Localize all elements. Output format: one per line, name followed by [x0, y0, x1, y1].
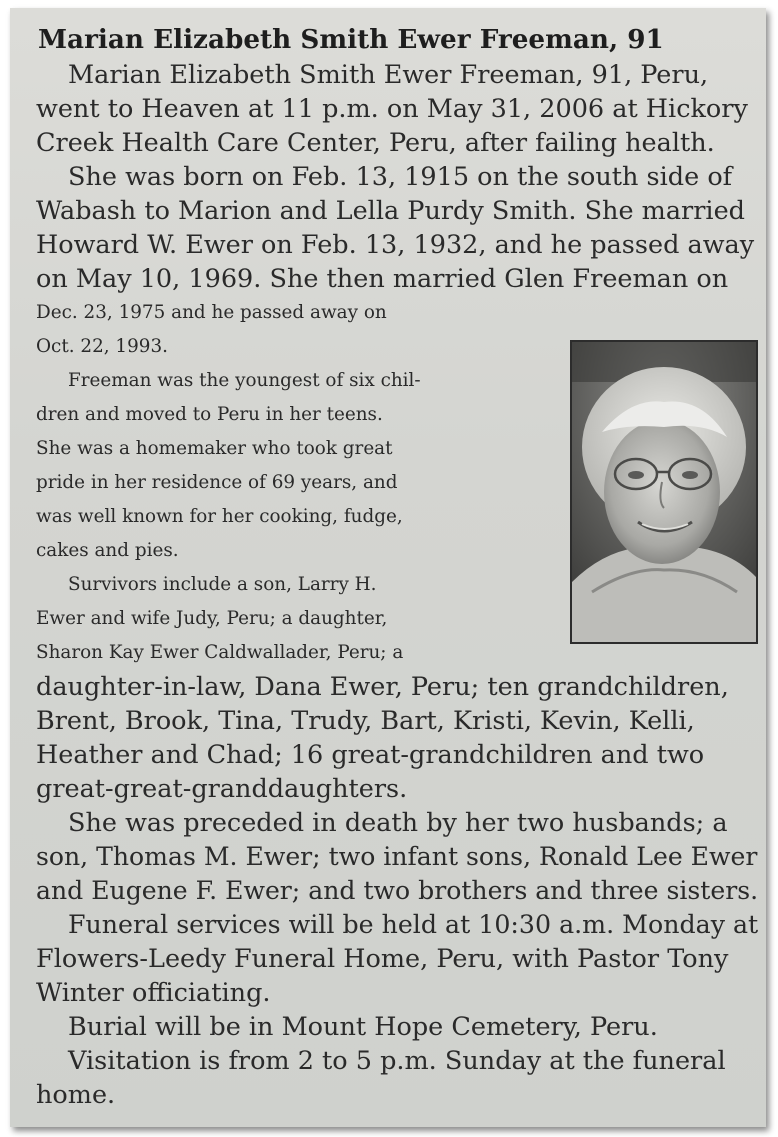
newspaper-clipping [10, 8, 766, 1127]
portrait-photo [570, 340, 758, 644]
obituary-line: Freeman was the youngest of six chil- [68, 370, 421, 391]
obituary-line: on May 10, 1969. She then married Glen Freeman on [36, 264, 729, 294]
portrait-image [572, 342, 756, 642]
obituary-line: Dec. 23, 1975 and he passed away on [36, 302, 387, 323]
obituary-line: was well known for her cooking, fudge, [36, 506, 403, 527]
obituary-line: dren and moved to Peru in her teens. [36, 404, 383, 425]
obituary-line: cakes and pies. [36, 540, 179, 561]
obituary-headline: Marian Elizabeth Smith Ewer Freeman, 91 [38, 24, 664, 55]
obituary-line: Wabash to Marion and Lella Purdy Smith. She married [36, 196, 745, 226]
obituary-line: Brent, Brook, Tina, Trudy, Bart, Kristi, Kevin, Kelli, [36, 706, 695, 736]
obituary-line: daughter-in-law, Dana Ewer, Peru; ten grandchildren, [36, 672, 729, 702]
obituary-line: Creek Health Care Center, Peru, after failing health. [36, 128, 715, 158]
obituary-line: Sharon Kay Ewer Caldwallader, Peru; a [36, 642, 404, 663]
obituary-line: Oct. 22, 1993. [36, 336, 168, 357]
obituary-line: pride in her residence of 69 years, and [36, 472, 398, 493]
obituary-line: Heather and Chad; 16 great-grandchildren and two [36, 740, 705, 770]
obituary-line: She was born on Feb. 13, 1915 on the south side of [68, 162, 733, 192]
obituary-line: and Eugene F. Ewer; and two brothers and three sisters. [36, 876, 759, 905]
obituary-line: Visitation is from 2 to 5 p.m. Sunday at the funeral [68, 1046, 726, 1076]
obituary-line: went to Heaven at 11 p.m. on May 31, 2006 at Hickory [36, 94, 748, 124]
obituary-line: Marian Elizabeth Smith Ewer Freeman, 91, Peru, [68, 60, 709, 90]
obituary-line: She was a homemaker who took great [36, 438, 393, 459]
obituary-line: Winter officiating. [36, 978, 271, 1008]
obituary-line: Burial will be in Mount Hope Cemetery, Peru. [68, 1012, 658, 1042]
obituary-line: Survivors include a son, Larry H. [68, 574, 377, 595]
obituary-line: home. [36, 1080, 116, 1110]
obituary-line: son, Thomas M. Ewer; two infant sons, Ronald Lee Ewer [36, 842, 758, 871]
obituary-line: Ewer and wife Judy, Peru; a daughter, [36, 608, 388, 629]
obituary-line: great-great-granddaughters. [36, 774, 408, 804]
obituary-line: Flowers-Leedy Funeral Home, Peru, with Pastor Tony [36, 944, 729, 974]
obituary-line: Funeral services will be held at 10:30 a.m. Monday at [68, 910, 759, 939]
obituary-line: She was preceded in death by her two husbands; a [68, 808, 728, 838]
obituary-line: Howard W. Ewer on Feb. 13, 1932, and he passed away [36, 230, 755, 260]
